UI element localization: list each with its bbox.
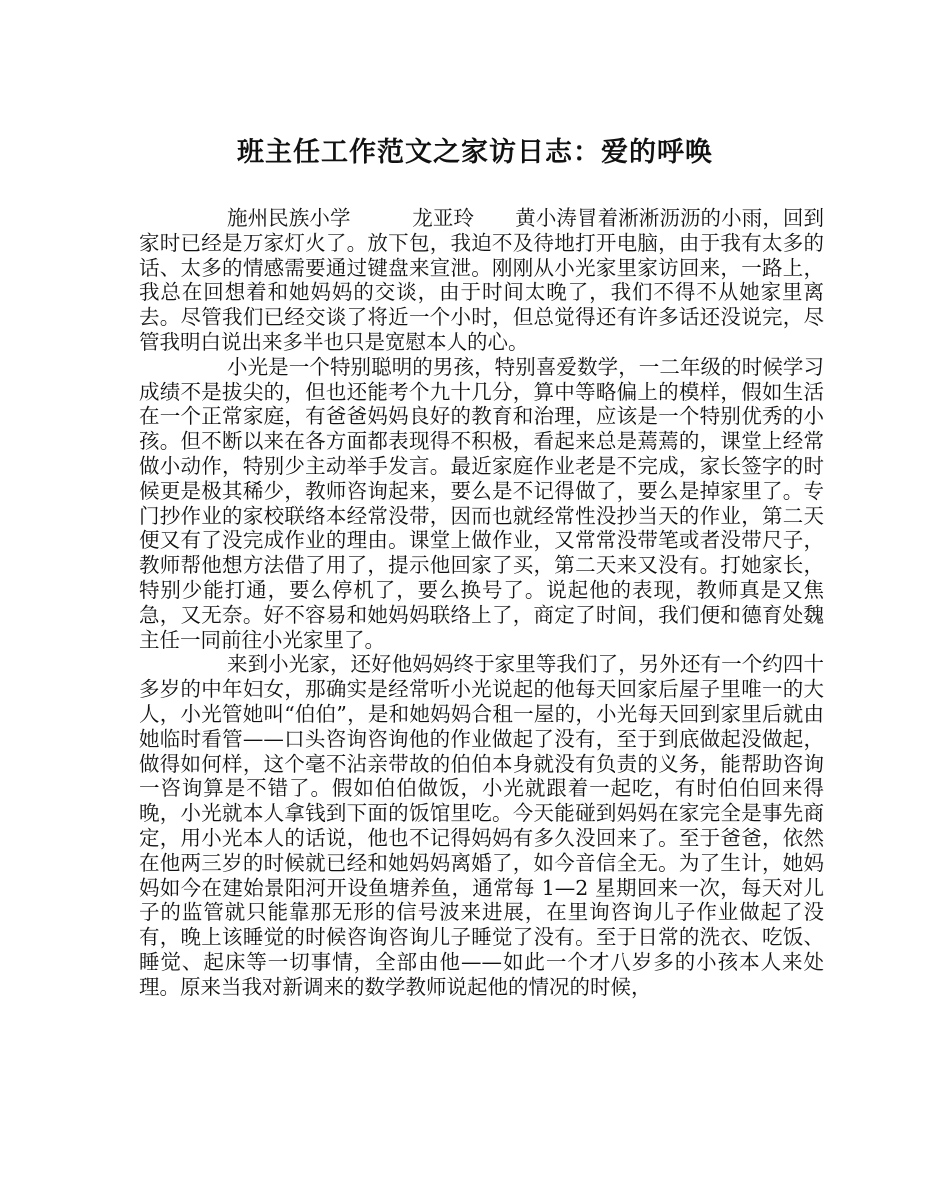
paragraph-3: 来到小光家，还好他妈妈终于家里等我们了，另外还有一个约四十多岁的中年妇女，那确实是经常听小光说起的他每天回家后屋子里唯一的大人，小光管她叫“伯伯”，是和她妈妈合租一屋的，小光每天回到家里后就由她临时看管——口头咨询咨询他的作业做起了没有，至于到底做起没做起，做得如何样，这个毫不沾亲带故的伯伯本身就没有负责的义务，能帮助咨询一咨询算是不错了。假如伯伯做饭，小光就跟着一起吃，有时伯伯回来得晚，小光就本人拿钱到下面的饭馆里吃。今天能碰到妈妈在家完全是事先商定，用小光本人的话说，他也不记得妈妈有多久没回来了。至于爸爸，依然在他两三岁的时候就已经和她妈妈离婚了，如今音信全无。为了生计，她妈妈如今在建始景阳河开设鱼塘养鱼，通常每 1—2 星期回来一次，每天对儿子的监管就只能靠那无形的信号波来进展，在里询咨询儿子作业做起了没有，晚上该睡觉的时候咨询咨询儿子睡觉了没有。至于日常的洗衣、吃饭、睡觉、起床等一切事情，全部由他——如此一个才八岁多的小孩本人来处理。原来当我对新调来的数学教师说起他的情况的时候，: [139, 652, 824, 999]
page-title: 班主任工作范文之家访日志：爱的呼唤: [237, 137, 713, 168]
article-body: [139, 206, 824, 1000]
paragraph-2: 小光是一个特别聪明的男孩，特别喜爱数学，一二年级的时候学习成绩不是拔尖的，但也还能考个九十几分，算中等略偏上的模样，假如生活在一个正常家庭，有爸爸妈妈良好的教育和治理，应该是一个特别优秀的小孩。但不断以来在各方面都表现得不积极，看起来总是蔫蔫的，课堂上经常做小动作，特别少主动举手发言。最近家庭作业老是不完成，家长签字的时候更是极其稀少，教师咨询起来，要么是不记得做了，要么是掉家里了。专门抄作业的家校联络本经常没带，因而也就经常性没抄当天的作业，第二天便又有了没完成作业的理由。课堂上做作业，又常常没带笔或者没带尺子，教师帮他想方法借了用了，提示他回家了买，第二天来又没有。打她家长，特别少能打通，要么停机了，要么换号了。说起他的表现，教师真是又焦急，又无奈。好不容易和她妈妈联络上了，商定了时间，我们便和德育处魏主任一同前往小光家里了。: [139, 354, 824, 652]
paragraph-1: 施州民族小学 龙亚玲 黄小涛冒着淅淅沥沥的小雨，回到家时已经是万家灯火了。放下包，我迫不及待地打开电脑，由于我有太多的话、太多的情感需要通过键盘来宣泄。刚刚从小光家里家访回来，一路上，我总在回想着和她妈妈的交谈，由于时间太晚了，我们不得不从她家里离去。尽管我们已经交谈了将近一个小时，但总觉得还有许多话还没说完，尽管我明白说出来多半也只是宽慰本人的心。: [139, 206, 824, 354]
